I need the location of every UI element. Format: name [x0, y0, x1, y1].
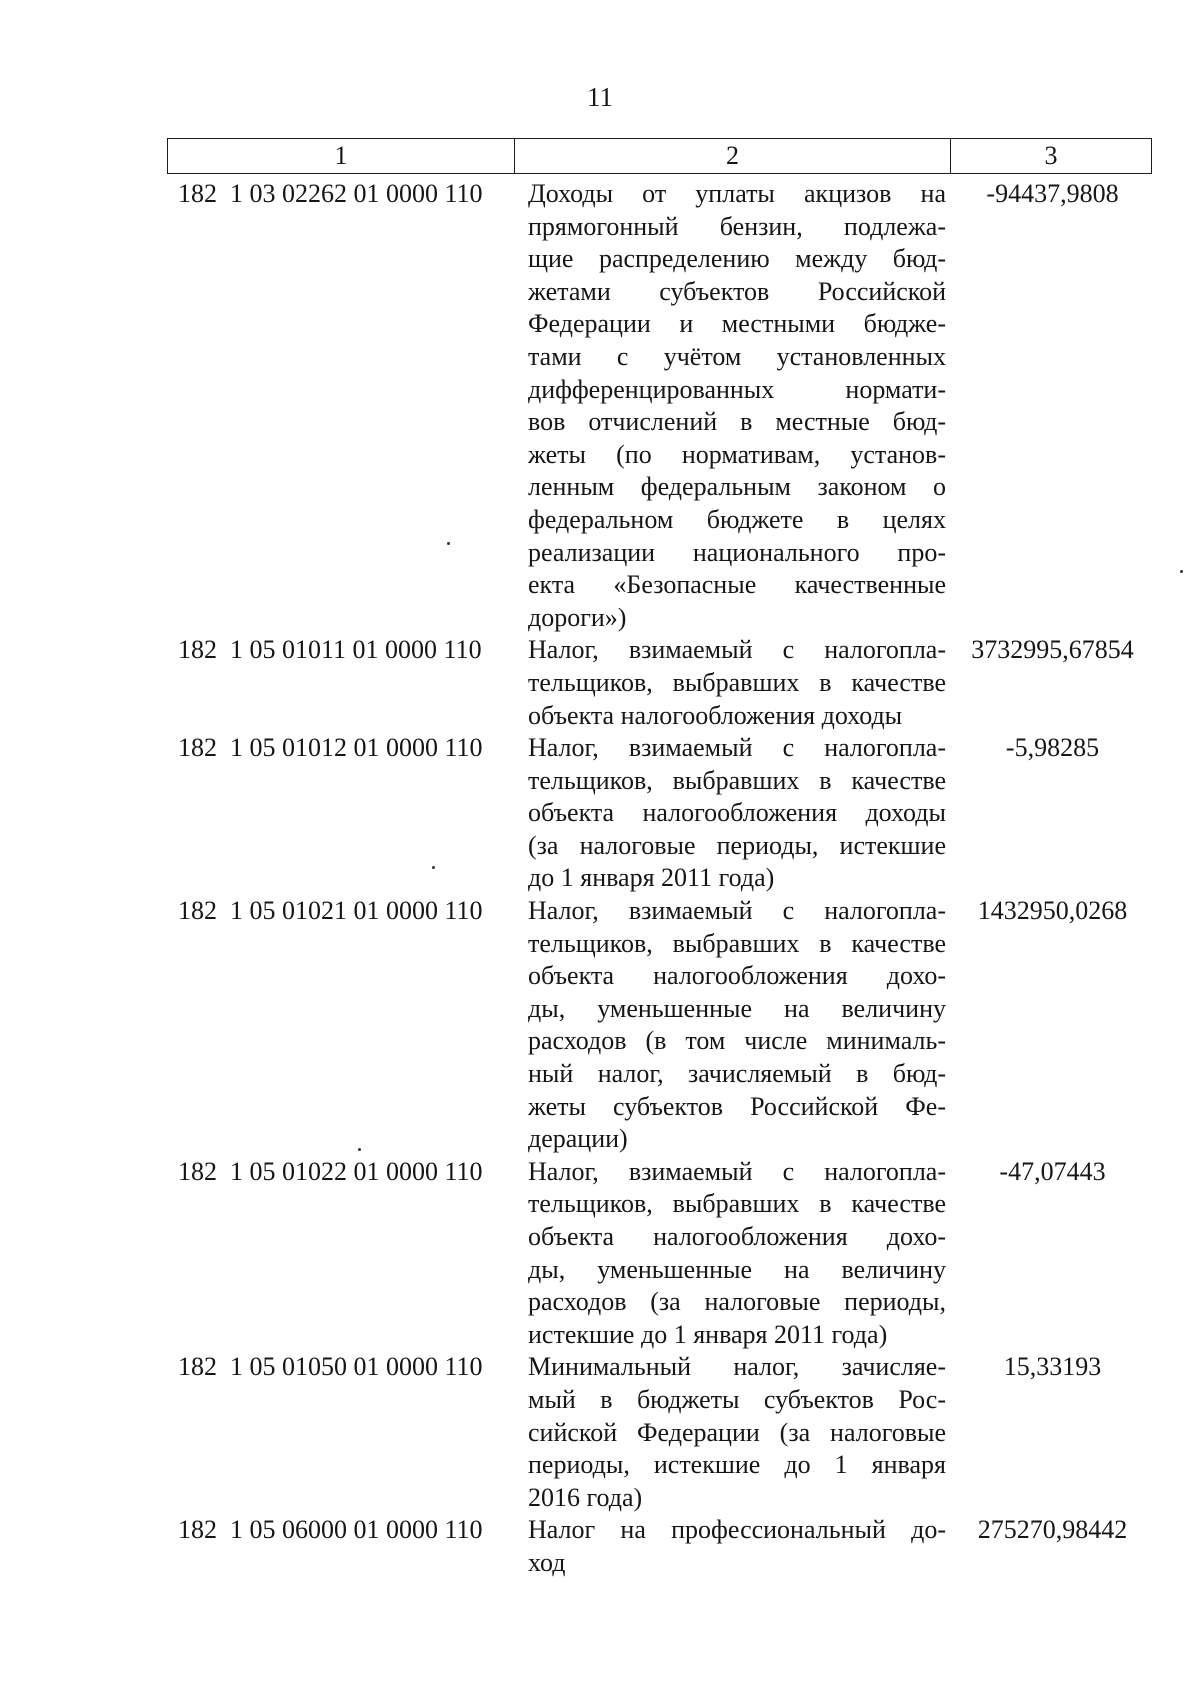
description-line: Налог, взимаемый с налогопла- [528, 635, 946, 665]
income-description [528, 634, 946, 732]
table-row [0, 1156, 1200, 1352]
page-number: 11 [587, 82, 613, 112]
description-line: екта «Безопасные качественные [528, 570, 946, 600]
amount-value: 275270,98442 [977, 1515, 1128, 1545]
income-description [528, 895, 946, 1156]
budget-code: 182 1 05 01050 01 0000 110 [178, 1352, 483, 1382]
income-description [528, 178, 946, 634]
income-description [528, 1514, 946, 1579]
table-row [0, 1514, 1200, 1579]
description-line: ный налог, зачисляемый в бюд- [528, 1059, 946, 1089]
table-row [0, 1351, 1200, 1514]
scan-speck [447, 542, 450, 545]
budget-code: 182 1 03 02262 01 0000 110 [178, 179, 483, 208]
description-line: объекта налогообложения дохо- [528, 1222, 946, 1251]
description-line: объекта налогообложения доходы [528, 798, 946, 828]
description-line: Доходы от уплаты акцизов на [528, 179, 946, 208]
description-line: Федерации и местными бюдже- [528, 309, 946, 339]
budget-code: 182 1 05 06000 01 0000 110 [178, 1515, 483, 1545]
description-line: Налог, взимаемый с налогопла- [528, 1156, 946, 1186]
description-line: мый в бюджеты субъектов Рос- [528, 1384, 946, 1414]
description-line: тельщиков, выбравших в качестве [528, 928, 946, 958]
scan-speck [1180, 570, 1183, 573]
description-line: 2016 года) [528, 1482, 643, 1512]
description-line: щие распределению между бюд- [528, 244, 946, 274]
description-line: тельщиков, выбравших в качестве [528, 667, 946, 697]
description-line: жеты субъектов Российской Фе- [528, 1091, 946, 1121]
description-line: тами с учётом установленных [528, 341, 946, 371]
description-line: тельщиков, выбравших в качестве [528, 1189, 946, 1219]
description-line: ход [528, 1547, 566, 1577]
description-line: прямогонный бензин, подлежа- [528, 211, 946, 241]
description-line: расходов (за налоговые периоды, [528, 1287, 946, 1317]
income-description [528, 732, 946, 895]
scan-speck [432, 866, 435, 869]
description-line: объекта налогообложения доходы [528, 700, 903, 730]
description-line: дороги») [528, 602, 627, 632]
description-line: ленным федеральным законом о [528, 472, 946, 502]
description-line: вов отчислений в местные бюд- [528, 407, 946, 437]
budget-code: 182 1 05 01021 01 0000 110 [178, 896, 483, 926]
column-header-1: 1 [168, 139, 515, 174]
amount-value: -47,07443 [999, 1156, 1106, 1186]
description-line: Минимальный налог, зачисляе- [528, 1352, 946, 1382]
income-description [528, 1351, 946, 1514]
description-line: истекшие до 1 января 2011 года) [528, 1319, 888, 1349]
description-line: Налог, взимаемый с налогопла- [528, 733, 946, 763]
income-description [528, 1156, 946, 1352]
budget-income-rows [0, 178, 1200, 1580]
table-row [0, 634, 1200, 732]
column-header-table [167, 138, 1152, 174]
column-header-2: 2 [515, 139, 951, 174]
description-line: жетами субъектов Российской [528, 276, 946, 306]
description-line: сийской Федерации (за налоговые [528, 1417, 946, 1447]
description-line: дифференцированных нормати- [528, 374, 946, 404]
description-line: реализации национального про- [528, 537, 946, 567]
amount-value: -94437,9808 [986, 179, 1119, 208]
amount-value: 15,33193 [1003, 1352, 1102, 1382]
amount-value: 1432950,0268 [977, 896, 1128, 926]
description-line: жеты (по нормативам, установ- [528, 439, 946, 469]
description-line: до 1 января 2011 года) [528, 863, 775, 893]
column-header-3: 3 [951, 139, 1152, 174]
description-line: расходов (в том числе минималь- [528, 1026, 946, 1056]
budget-code: 182 1 05 01012 01 0000 110 [178, 733, 483, 763]
description-line: ды, уменьшенные на величину [528, 993, 946, 1023]
description-line: периоды, истекшие до 1 января [528, 1450, 946, 1480]
description-line: Налог на профессиональный до- [528, 1515, 946, 1545]
description-line: ды, уменьшенные на величину [528, 1254, 946, 1284]
description-line: объекта налогообложения дохо- [528, 961, 946, 991]
description-line: Налог, взимаемый с налогопла- [528, 896, 946, 926]
description-line: дерации) [528, 1124, 628, 1154]
scan-speck [358, 1148, 361, 1151]
description-line: тельщиков, выбравших в качестве [528, 765, 946, 795]
table-row [0, 895, 1200, 1156]
description-line: федеральном бюджете в целях [528, 504, 946, 534]
table-row [0, 732, 1200, 895]
budget-code: 182 1 05 01022 01 0000 110 [178, 1156, 483, 1186]
budget-code: 182 1 05 01011 01 0000 110 [178, 635, 482, 665]
table-row [0, 178, 1200, 634]
description-line: (за налоговые периоды, истекшие [528, 830, 946, 860]
amount-value: 3732995,67854 [971, 635, 1134, 665]
amount-value: -5,98285 [1005, 733, 1100, 763]
